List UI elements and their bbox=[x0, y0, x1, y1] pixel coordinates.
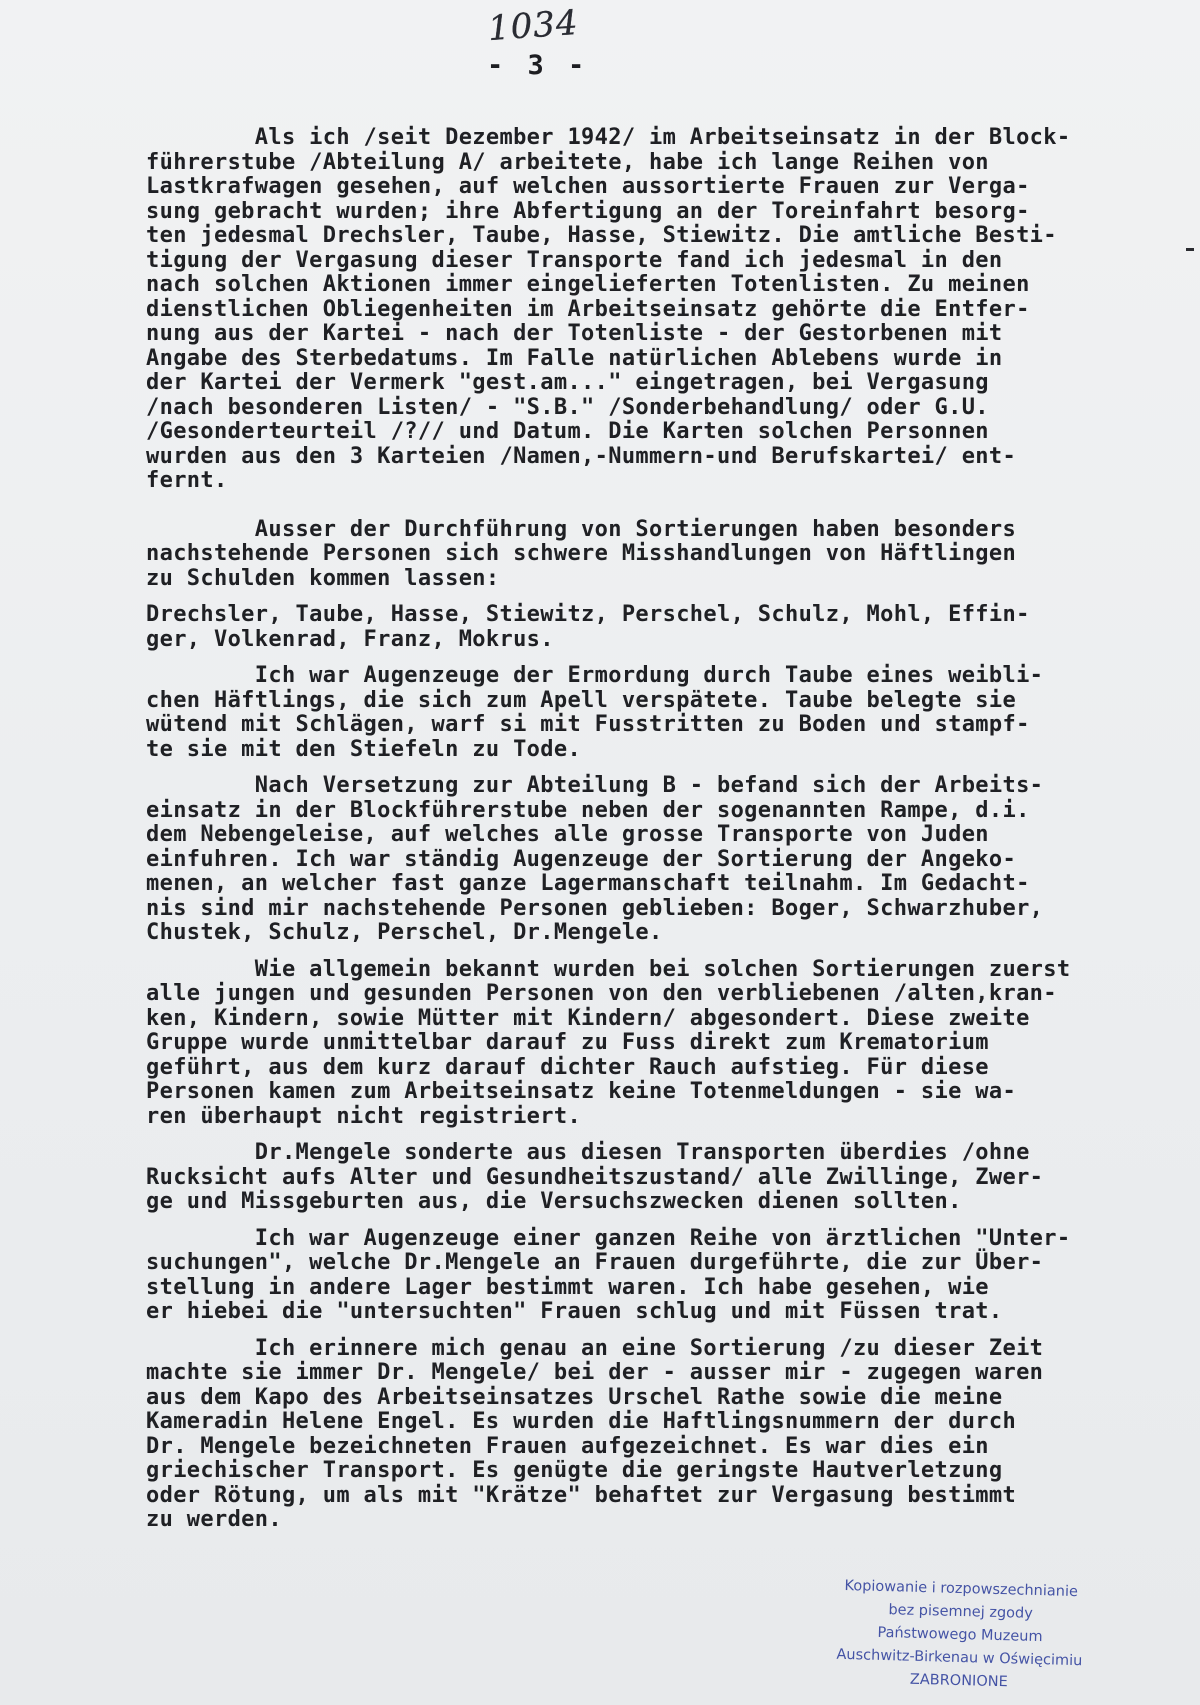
text-line: Ich erinnere mich genau an eine Sortierung /zu dieser Zeit bbox=[146, 1335, 1044, 1361]
paragraph bbox=[146, 1337, 1176, 1533]
stamp-line: Kopiowanie i rozpowszechnianie bbox=[844, 1577, 1079, 1601]
text-line: sung gebracht wurden; ihre Abfertigung an der Toreinfahrt besorg- bbox=[146, 198, 1030, 224]
paragraph bbox=[146, 126, 1176, 494]
text-line: aus dem Kapo des Arbeitseinsatzes Urschel Rathe sowie die meine bbox=[146, 1384, 1003, 1410]
text-line: alle jungen und gesunden Personen von den verbliebenen /alten,kran- bbox=[146, 981, 1057, 1006]
text-line: er hiebei die "untersuchten" Frauen schlug und mit Füssen trat. bbox=[146, 1299, 1003, 1324]
text-line: Wie allgemein bekannt wurden bei solchen Sortierungen zuerst bbox=[146, 956, 1071, 982]
stamp-line: ZABRONIONE bbox=[909, 1671, 1008, 1691]
stamp-line: bez pisemnej zgody bbox=[888, 1602, 1034, 1622]
text-line: nis sind mir nachstehende Personen geblieben: Boger, Schwarzhuber, bbox=[146, 895, 1044, 921]
text-line: der Kartei der Vermerk "gest.am..." eingetragen, bei Vergasung bbox=[146, 370, 989, 395]
text-line: fernt. bbox=[146, 468, 228, 493]
text-line: ren überhaupt nicht registriert. bbox=[146, 1103, 582, 1129]
text-line: nung aus der Kartei - nach der Totenliste - der Gestorbenen mit bbox=[146, 321, 1003, 346]
text-line: /Gesonderteurteil /?// und Datum. Die Karten solchen Personnen bbox=[146, 419, 989, 444]
text-line: nachstehende Personen sich schwere Misshandlungen von Häftlingen bbox=[146, 541, 1017, 566]
stamp-line: Auschwitz-Birkenau w Oświęcimiu bbox=[836, 1646, 1083, 1670]
text-line: Nach Versetzung zur Abteilung B - befand sich der Arbeits- bbox=[146, 773, 1044, 798]
text-line: stellung in andere Lager bestimmt waren. Ich habe gesehen, wie bbox=[146, 1274, 989, 1300]
text-line: einsatz in der Blockführerstube neben der sogenannten Rampe, d.i. bbox=[146, 797, 1030, 823]
text-line: ken, Kindern, sowie Mütter mit Kindern/ abgesondert. Diese zweite bbox=[146, 1005, 1030, 1031]
text-line: wurden aus den 3 Karteien /Namen,-Nummern-und Berufskartei/ ent- bbox=[146, 443, 1017, 469]
text-line: dienstlichen Obliegenheiten im Arbeitseinsatz gehörte die Entfer- bbox=[146, 296, 1030, 322]
handwritten-archive-number: 1034 bbox=[486, 2, 580, 50]
text-line: chen Häftlings, die sich zum Apell verspätete. Taube belegte sie bbox=[146, 687, 1017, 713]
text-line: zu werden. bbox=[146, 1507, 282, 1532]
text-line: Dr.Mengele sonderte aus diesen Transporten überdies /ohne bbox=[146, 1140, 1030, 1165]
text-line: ten jedesmal Drechsler, Taube, Hasse, Stiewitz. Die amtliche Besti- bbox=[146, 223, 1057, 248]
paragraph bbox=[146, 664, 1176, 762]
text-line: griechischer Transport. Es genügte die geringste Hautverletzung bbox=[146, 1458, 1003, 1483]
text-line: Ausser der Durchführung von Sortierungen haben besonders bbox=[146, 516, 1017, 542]
paragraph bbox=[146, 603, 1176, 652]
copyright-stamp bbox=[799, 1574, 1122, 1697]
paragraph bbox=[146, 1141, 1176, 1215]
text-line: tigung der Vergasung dieser Transporte fand ich jedesmal in den bbox=[146, 247, 1003, 273]
text-line: Als ich /seit Dezember 1942/ im Arbeitseinsatz in der Block- bbox=[146, 125, 1071, 150]
text-line: wütend mit Schlägen, warf si mit Fusstritten zu Boden und stampf- bbox=[146, 712, 1030, 737]
text-line: Rucksicht aufs Alter und Gesundheitszustand/ alle Zwillinge, Zwer- bbox=[146, 1164, 1044, 1190]
text-line: oder Rötung, um als mit "Krätze" behaftet zur Vergasung bestimmt bbox=[146, 1482, 1017, 1508]
paragraph bbox=[146, 1227, 1176, 1325]
text-line: Angabe des Sterbedatums. Im Falle natürlichen Ablebens wurde in bbox=[146, 345, 1003, 371]
text-line: führerstube /Abteilung A/ arbeitete, habe ich lange Reihen von bbox=[146, 149, 989, 175]
stamp-line: Państwowego Muzeum bbox=[877, 1624, 1043, 1646]
text-line: te sie mit den Stiefeln zu Tode. bbox=[146, 736, 582, 762]
text-line: zu Schulden kommen lassen: bbox=[146, 565, 500, 591]
text-line: Dr. Mengele bezeichneten Frauen aufgezeichnet. Es war dies ein bbox=[146, 1433, 989, 1459]
text-line: ge und Missgeburten aus, die Versuchszwecken dienen sollten. bbox=[146, 1189, 962, 1214]
text-line: suchungen", welche Dr.Mengele an Frauen durgeführte, die zur Über- bbox=[146, 1250, 1044, 1275]
text-line: Chustek, Schulz, Perschel, Dr.Mengele. bbox=[146, 920, 663, 945]
text-line: Personen kamen zum Arbeitseinsatz keine Totenmeldungen - sie wa- bbox=[146, 1079, 1017, 1104]
text-line: einfuhren. Ich war ständig Augenzeuge der Sortierung der Angeko- bbox=[146, 846, 1017, 872]
text-line: Lastkrafwagen gesehen, auf welchen aussortierte Frauen zur Verga- bbox=[146, 174, 1030, 199]
text-line: Ich war Augenzeuge einer ganzen Reihe von ärztlichen "Unter- bbox=[146, 1225, 1071, 1251]
paragraph bbox=[146, 958, 1176, 1130]
text-line: Drechsler, Taube, Hasse, Stiewitz, Perschel, Schulz, Mohl, Effin- bbox=[146, 602, 1030, 627]
text-line: dem Nebengeleise, auf welches alle grosse Transporte von Juden bbox=[146, 822, 989, 847]
text-line: machte sie immer Dr. Mengele/ bei der - ausser mir - zugegen waren bbox=[146, 1360, 1044, 1385]
text-line: geführt, aus dem kurz darauf dichter Rauch aufstieg. Für diese bbox=[146, 1054, 989, 1080]
text-line: Ich war Augenzeuge der Ermordung durch Taube eines weibli- bbox=[146, 663, 1044, 688]
text-line: Gruppe wurde unmittelbar darauf zu Fuss direkt zum Krematorium bbox=[146, 1030, 989, 1055]
margin-mark bbox=[1186, 248, 1194, 251]
text-line: /nach besonderen Listen/ - "S.B." /Sonderbehandlung/ oder G.U. bbox=[146, 394, 989, 420]
typewritten-body bbox=[146, 126, 1176, 1533]
text-line: Kameradin Helene Engel. Es wurden die Haftlingsnummern der durch bbox=[146, 1409, 1017, 1434]
text-line: nach solchen Aktionen immer eingelieferten Totenlisten. Zu meinen bbox=[146, 272, 1030, 297]
page-number: - 3 - bbox=[487, 50, 589, 81]
text-line: ger, Volkenrad, Franz, Mokrus. bbox=[146, 626, 554, 652]
paragraph bbox=[146, 774, 1176, 946]
paragraph bbox=[146, 518, 1176, 592]
text-line: menen, an welcher fast ganze Lagermanschaft teilnahm. Im Gedacht- bbox=[146, 871, 1030, 896]
